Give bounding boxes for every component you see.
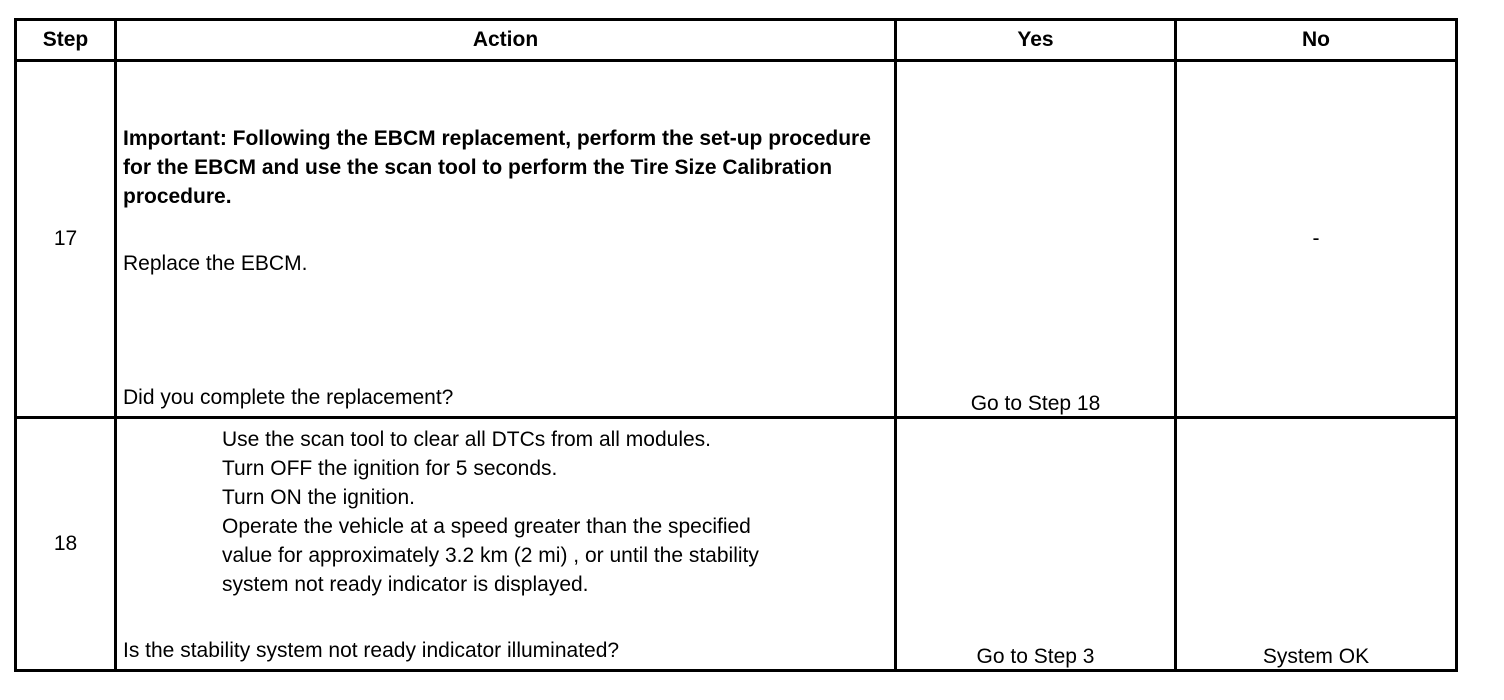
no-result: System OK: [1176, 418, 1457, 671]
yes-result: Go to Step 18: [896, 61, 1176, 418]
procedure-line: value for approximately 3.2 km (2 mi) , or until the stability: [222, 544, 759, 567]
procedure-list: [222, 425, 759, 599]
table-row: [16, 61, 1457, 418]
procedure-line: Turn ON the ignition.: [222, 486, 415, 509]
table-row: [16, 418, 1457, 671]
action-cell: [116, 418, 896, 671]
step-number: 17: [16, 61, 116, 418]
procedure-line: system not ready indicator is displayed.: [222, 573, 589, 596]
instruction-text: Replace the EBCM.: [123, 252, 308, 275]
procedure-line: Use the scan tool to clear all DTCs from all modules.: [222, 428, 712, 451]
step-number: 18: [16, 418, 116, 671]
question-text: Is the stability system not ready indicator illuminated?: [123, 639, 620, 662]
diagnostic-table: [14, 18, 1458, 672]
action-cell: [116, 61, 896, 418]
question-text: Did you complete the replacement?: [123, 386, 454, 409]
procedure-line: Turn OFF the ignition for 5 seconds.: [222, 457, 558, 480]
header-row: [16, 20, 1457, 61]
no-result: -: [1176, 61, 1457, 418]
important-note: Important: Following the EBCM replacement, perform the set-up procedure for the EBCM and use the scan tool to perform the Tire Size Calibration procedure.: [123, 127, 871, 208]
header-no: No: [1176, 20, 1457, 61]
procedure-line: Operate the vehicle at a speed greater than the specified: [222, 515, 751, 538]
header-action: Action: [116, 20, 896, 61]
header-step: Step: [16, 20, 116, 61]
yes-result: Go to Step 3: [896, 418, 1176, 671]
header-yes: Yes: [896, 20, 1176, 61]
